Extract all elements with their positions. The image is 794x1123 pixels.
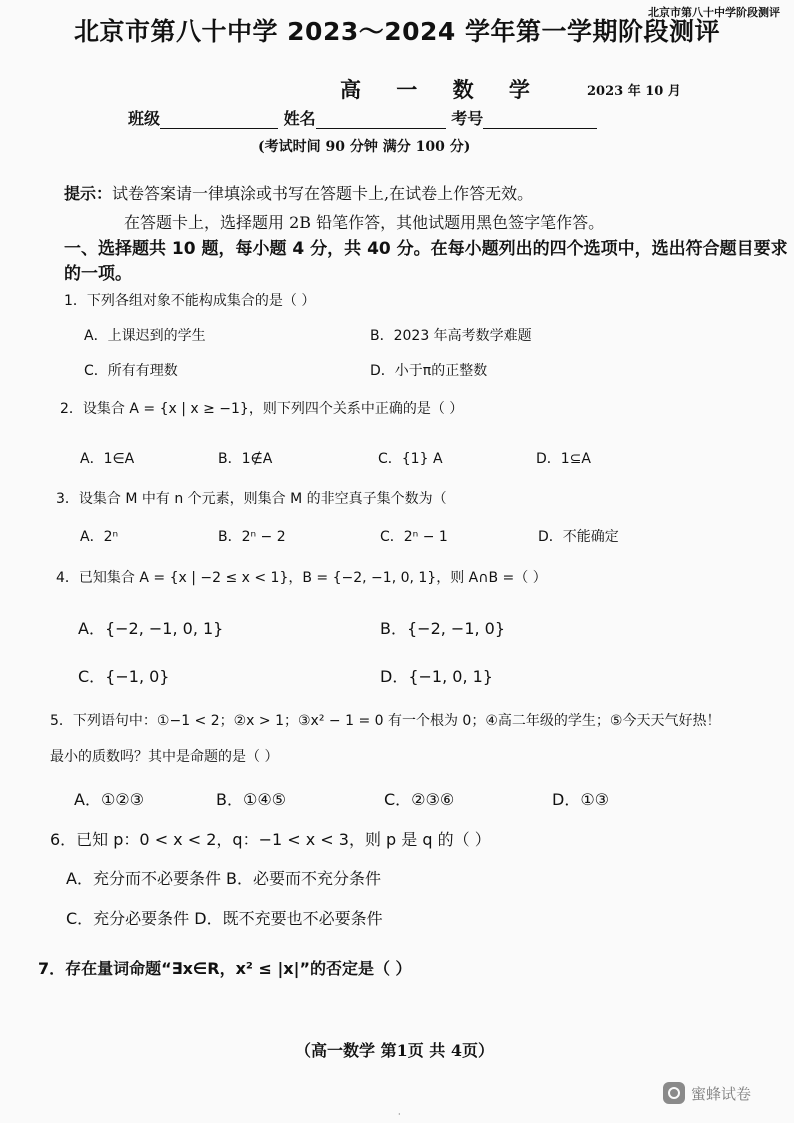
question-2-stem: 2．设集合 A = {x | x ≥ −1}，则下列四个关系中正确的是（ ） (60, 401, 464, 417)
exam-date: 2023 年 10 月 (587, 84, 681, 99)
q4-option-d: D．{−1, 0, 1} (380, 667, 493, 686)
section-1-instructions: 一、选择题共 10 题，每小题 4 分，共 40 分。在每小题列出的四个选项中，选出符合题目要求 (64, 239, 788, 259)
question-4-stem: 4．已知集合 A = {x | −2 ≤ x < 1}，B = {−2, −1, 0, 1}，则 A∩B =（ ） (56, 570, 547, 586)
q4-option-b: B．{−2, −1, 0} (380, 619, 506, 638)
q3-option-d: D．不能确定 (538, 529, 619, 545)
section-1-instructions-cont: 的一项。 (64, 264, 132, 284)
corner-header-text: 北京市第八十中学阶段测评 (648, 6, 780, 19)
question-6-stem: 6．已知 p：0 < x < 2，q：−1 < x < 3，则 p 是 q 的（ ） (50, 830, 491, 849)
exam-subject: 高 一 数 学 (340, 78, 544, 102)
q2-option-d: D．1⊆A (536, 451, 591, 467)
class-label: 班级 (128, 109, 161, 128)
q6-options-ab: A．充分而不必要条件 B．必要而不充分条件 (66, 869, 382, 888)
q2-option-b: B．1∉A (218, 451, 273, 467)
q1-option-b: B．2023 年高考数学难题 (370, 328, 532, 344)
exam-meta: (考试时间 90 分钟 满分 100 分) (258, 139, 471, 155)
watermark (663, 1082, 751, 1104)
q1-option-c: C．所有有理数 (84, 363, 178, 379)
page-footer: （高一数学 第1页 共 4页） (295, 1041, 494, 1060)
hint-line-1: 提示：试卷答案请一律填涂或书写在答题卡上,在试卷上作答无效。 (64, 184, 534, 203)
id-label: 考号 (451, 109, 484, 128)
name-blank (316, 112, 446, 129)
q3-option-b: B．2ⁿ − 2 (218, 529, 286, 545)
q4-option-c: C．{−1, 0} (78, 667, 170, 686)
question-5-stem: 5．下列语句中：①−1 < 2；②x > 1；③x² − 1 = 0 有一个根为 0；④高二年级的学生；⑤今天天气好热！ (50, 713, 721, 729)
id-blank (483, 112, 597, 129)
q1-option-d: D．小于π的正整数 (370, 363, 488, 379)
question-5-stem-cont: 最小的质数吗？其中是命题的是（ ） (50, 749, 279, 765)
student-info-row (128, 106, 597, 129)
q1-option-a: A．上课迟到的学生 (84, 328, 206, 344)
q6-options-cd: C．充分必要条件 D．既不充要也不必要条件 (66, 909, 383, 928)
hint-line-2: 在答题卡上，选择题用 2B 铅笔作答，其他试题用黑色签字笔作答。 (124, 213, 605, 232)
bee-logo-icon (663, 1082, 685, 1104)
q5-option-c: C．②③⑥ (384, 790, 455, 809)
q4-option-a: A．{−2, −1, 0, 1} (78, 619, 224, 638)
q5-option-b: B．①④⑤ (216, 790, 287, 809)
class-blank (160, 112, 278, 129)
q5-option-a: A．①②③ (74, 790, 144, 809)
watermark-text: 蜜蜂试卷 (691, 1084, 752, 1103)
question-7-stem: 7．存在量词命题“∃x∈R，x² ≤ |x|”的否定是（ ） (38, 959, 412, 978)
q3-option-c: C．2ⁿ − 1 (380, 529, 448, 545)
q5-option-d: D．①③ (552, 790, 610, 809)
question-1-stem: 1．下列各组对象不能构成集合的是（ ） (64, 293, 316, 309)
name-label: 姓名 (283, 109, 316, 128)
exam-title: 北京市第八十中学 2023～2024 学年第一学期阶段测评 (73, 17, 721, 46)
q2-option-c: C．{1} A (378, 451, 443, 467)
q3-option-a: A．2ⁿ (80, 529, 119, 545)
hint-label: 提示： (64, 184, 113, 203)
question-3-stem: 3．设集合 M 中有 n 个元素，则集合 M 的非空真子集个数为（ (56, 491, 447, 507)
q2-option-a: A．1∈A (80, 451, 135, 467)
page-mark: · (398, 1110, 401, 1119)
